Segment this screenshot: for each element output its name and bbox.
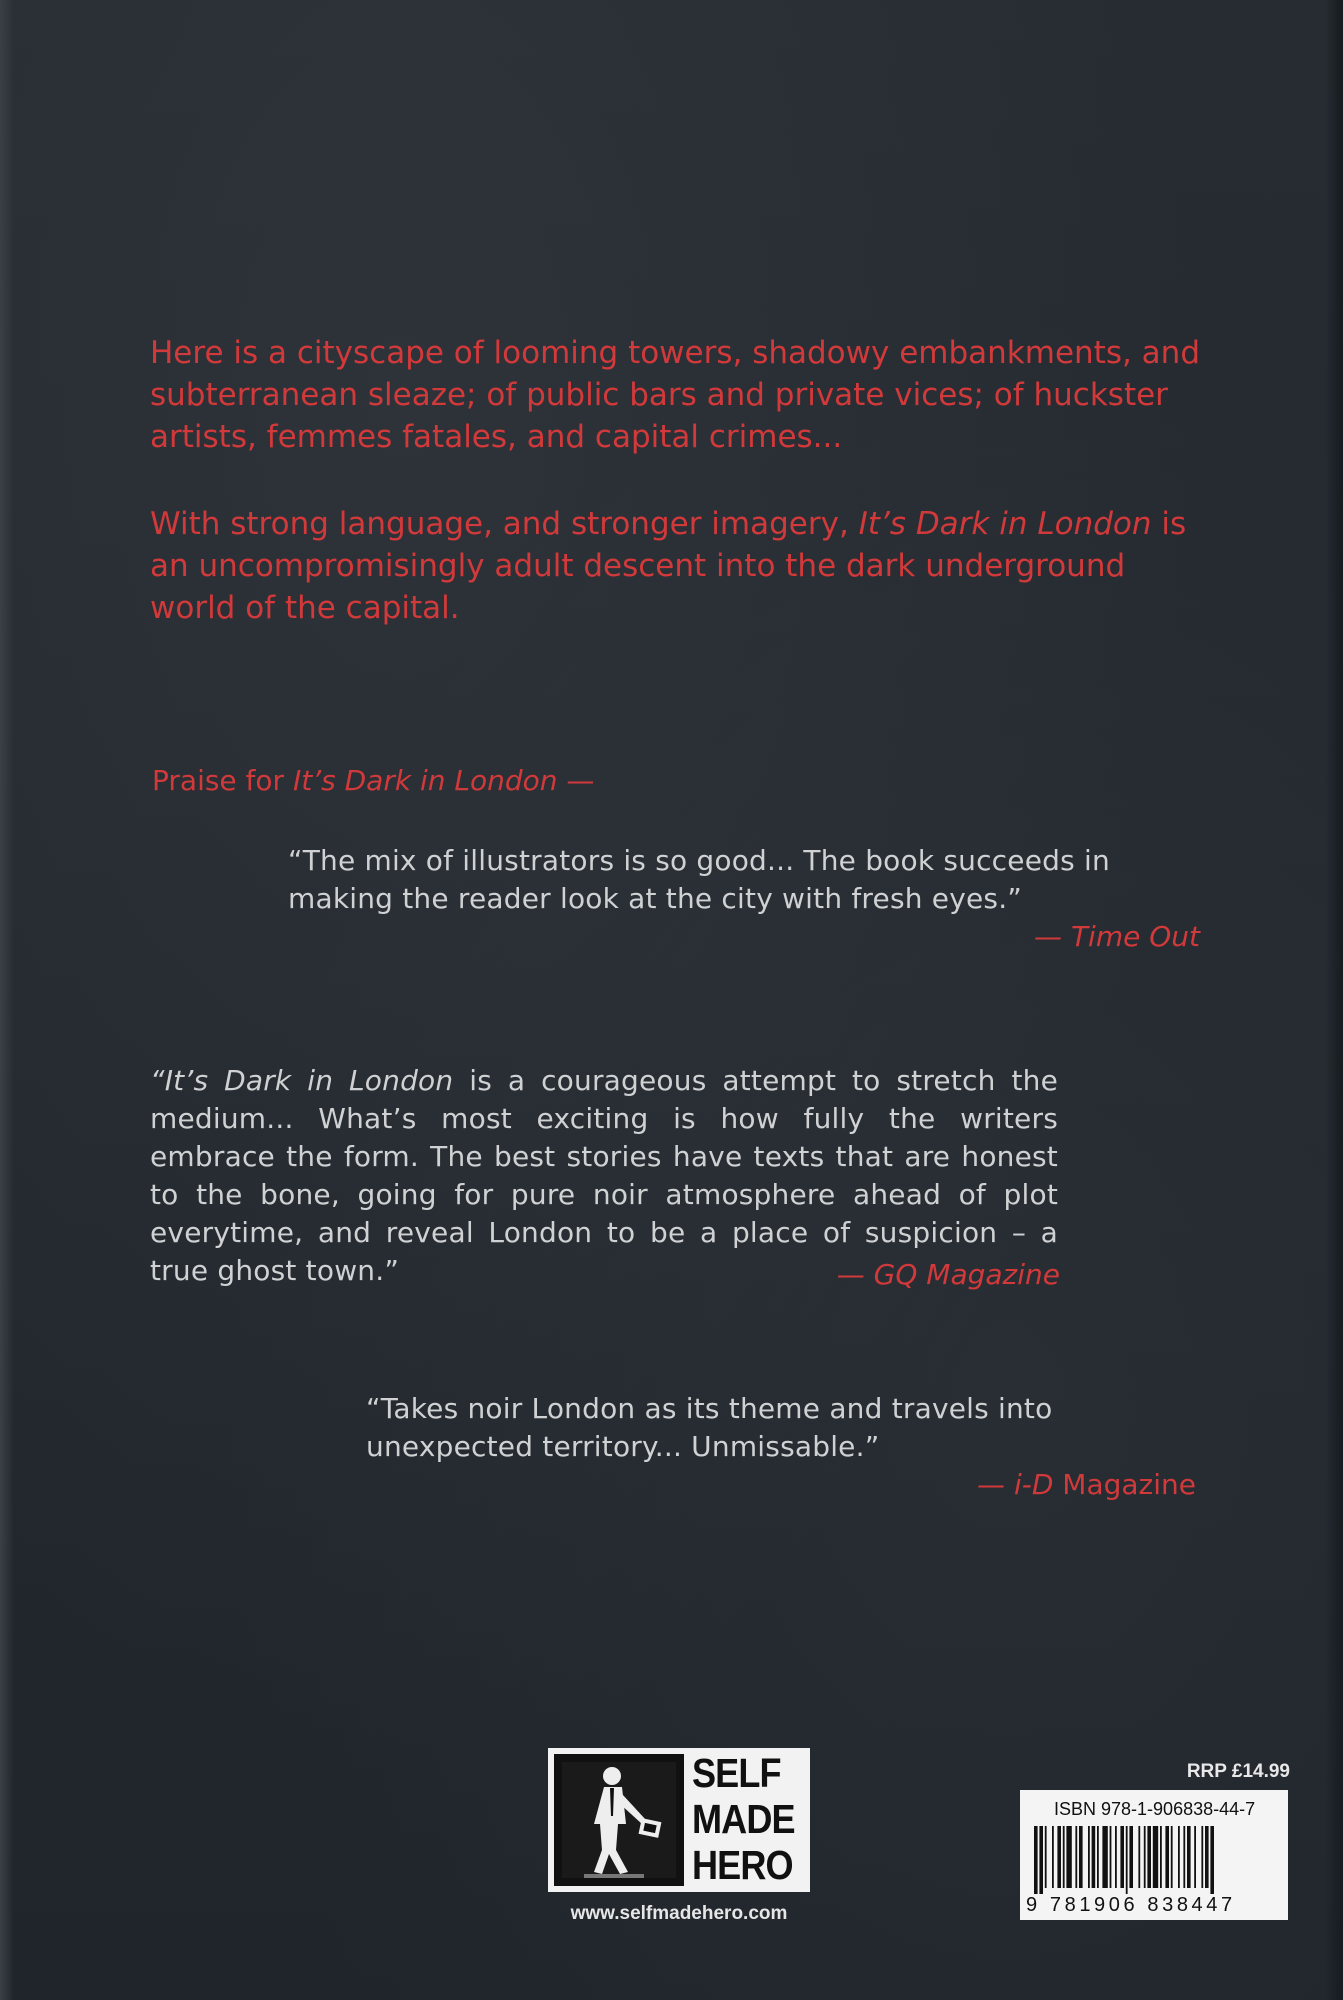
blurb-paragraph-2-end: is an uncompromisingly adult descent into the dark underground world of the capital. [150, 506, 1187, 626]
blurb-book-title: It’s Dark in London [858, 506, 1152, 542]
publisher-website: www.selfmadehero.com [570, 1903, 788, 1924]
publisher-logo [548, 1748, 810, 1892]
logo-word-self: SELF [692, 1750, 781, 1796]
logo-word-hero: HERO [692, 1842, 793, 1888]
praise-book-title: It’s Dark in London [292, 764, 558, 797]
barcode-digits: 9 781906 838447 [1026, 1894, 1236, 1916]
review-source-id-plain: Magazine [1053, 1468, 1196, 1501]
cover-right-edge [1325, 0, 1343, 2000]
cover-left-edge [0, 0, 14, 2000]
praise-prefix: Praise for [152, 764, 293, 797]
review-source-gq [660, 1258, 1060, 1292]
praise-heading [152, 764, 594, 798]
blurb-paragraph-1: Here is a cityscape of looming towers, shadowy embankments, and subterranean sleaze; of public bars and private vices; of huckster artists, femmes fatales, and capital crimes... [150, 335, 1201, 455]
blurb-paragraph-2 [150, 503, 1210, 629]
man-with-briefcase-icon [554, 1754, 684, 1886]
barcode-bars-icon [1034, 1826, 1278, 1894]
praise-suffix: — [557, 764, 595, 797]
blurb-paragraph-2-start: With strong language, and stronger imagery, [150, 506, 859, 542]
review-quote-gq-text: is a courageous attempt to stretch the medium... What’s most exciting is how fully the writers embrace the form. The best stories have texts that are honest to the bone, going for pure noir atmosphere ahead of plot everytime, and reveal London to be a place of suspicion – a true ghost town.” [150, 1064, 1058, 1287]
review-source-id-italic: — i-D [977, 1468, 1054, 1501]
isbn-barcode [1020, 1790, 1288, 1920]
logo-word-made: MADE [692, 1796, 795, 1842]
publisher-logo-figure [554, 1754, 684, 1886]
review-quote-gq [150, 1062, 1058, 1290]
review-quote-time-out: “The mix of illustrators is so good... The book succeeds in making the reader look at the city with fresh eyes.” [288, 844, 1110, 915]
review-quote-id: “Takes noir London as its theme and travels into unexpected territory... Unmissable.” [366, 1392, 1053, 1463]
review-quote-gq-title: “It’s Dark in London [150, 1064, 454, 1097]
review-source-gq-text: — GQ Magazine [836, 1258, 1060, 1291]
isbn-label: ISBN 978-1-906838-44-7 [1054, 1799, 1256, 1819]
review-source-time-out-text: — Time Out [1034, 920, 1200, 953]
review-source-id [800, 1468, 1196, 1502]
retail-price: RRP £14.99 [1186, 1761, 1290, 1782]
publisher-logo-text [692, 1750, 794, 1888]
review-source-time-out [800, 920, 1200, 954]
